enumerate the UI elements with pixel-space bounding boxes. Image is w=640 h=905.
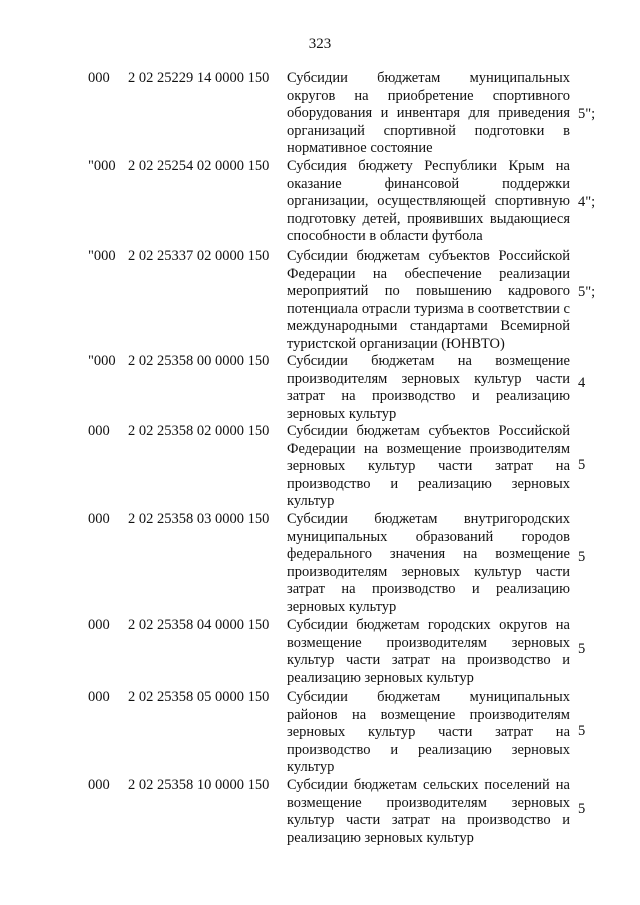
row-kbk: 2 02 25358 03 0000 150: [128, 511, 270, 527]
row-code: 000: [88, 617, 110, 633]
page-number: 323: [308, 36, 332, 52]
row-number: 4";: [578, 194, 596, 210]
row-kbk: 2 02 25358 05 0000 150: [128, 689, 270, 705]
row-kbk: 2 02 25358 00 0000 150: [128, 353, 270, 369]
row-code: 000: [88, 511, 110, 527]
row-kbk: 2 02 25358 02 0000 150: [128, 423, 270, 439]
row-number: 5";: [578, 106, 596, 122]
table-row: [0, 689, 640, 777]
row-description: Субсидия бюджету Республики Крым на оказание финансовой поддержки организации, осуществляющей спортивную подготовку детей, проявивших выдающиеся способности в области футбола: [287, 158, 570, 244]
budget-table: [0, 70, 640, 849]
row-number: 5";: [578, 284, 596, 300]
row-kbk: 2 02 25358 10 0000 150: [128, 777, 270, 793]
row-kbk: 2 02 25254 02 0000 150: [128, 158, 270, 174]
row-code: 000: [88, 777, 110, 793]
row-code: "000: [88, 353, 116, 369]
row-number: 5: [578, 457, 586, 473]
table-row: [0, 70, 640, 158]
row-description: Субсидии бюджетам муниципальных округов на приобретение спортивного оборудования и инвентаря для приведения организаций спортивной подготовки в нормативное состояние: [287, 70, 570, 156]
row-kbk: 2 02 25337 02 0000 150: [128, 248, 270, 264]
table-row: [0, 248, 640, 353]
row-number: 4: [578, 375, 586, 391]
table-row: [0, 511, 640, 617]
row-number: 5: [578, 641, 586, 657]
row-number: 5: [578, 723, 586, 739]
row-kbk: 2 02 25229 14 0000 150: [128, 70, 270, 86]
row-number: 5: [578, 801, 586, 817]
table-row: [0, 777, 640, 849]
row-code: 000: [88, 689, 110, 705]
row-code: "000: [88, 158, 116, 174]
table-row: [0, 158, 640, 248]
row-code: 000: [88, 423, 110, 439]
table-row: [0, 353, 640, 423]
table-row: [0, 617, 640, 689]
table-row: [0, 423, 640, 511]
row-description: Субсидии бюджетам городских округов на возмещение производителям зерновых культур части затрат на производство и реализацию зерновых культур: [287, 617, 570, 686]
row-description: Субсидии бюджетам муниципальных районов на возмещение производителям зерновых культур части затрат на производство и реализацию зерновых культур: [287, 689, 570, 775]
row-number: 5: [578, 549, 586, 565]
row-description: Субсидии бюджетам сельских поселений на возмещение производителям зерновых культур части затрат на производство и реализацию зерновых культур: [287, 777, 570, 846]
row-description: Субсидии бюджетам внутригородских муниципальных образований городов федерального значения на возмещение производителям зерновых культур части затрат на производство и реализацию зерновых культур: [287, 511, 570, 615]
row-kbk: 2 02 25358 04 0000 150: [128, 617, 270, 633]
row-description: Субсидии бюджетам субъектов Российской Федерации на обеспечение реализации мероприятий по повышению кадрового потенциала отрасли туризма в соответствии с международными стандартами Всемирной туристской организации (ЮНВТО): [287, 248, 570, 352]
row-code: 000: [88, 70, 110, 86]
row-code: "000: [88, 248, 116, 264]
row-description: Субсидии бюджетам субъектов Российской Федерации на возмещение производителям зерновых культур части затрат на производство и реализацию зерновых культур: [287, 423, 570, 509]
row-description: Субсидии бюджетам на возмещение производителям зерновых культур части затрат на производство и реализацию зерновых культур: [287, 353, 570, 422]
